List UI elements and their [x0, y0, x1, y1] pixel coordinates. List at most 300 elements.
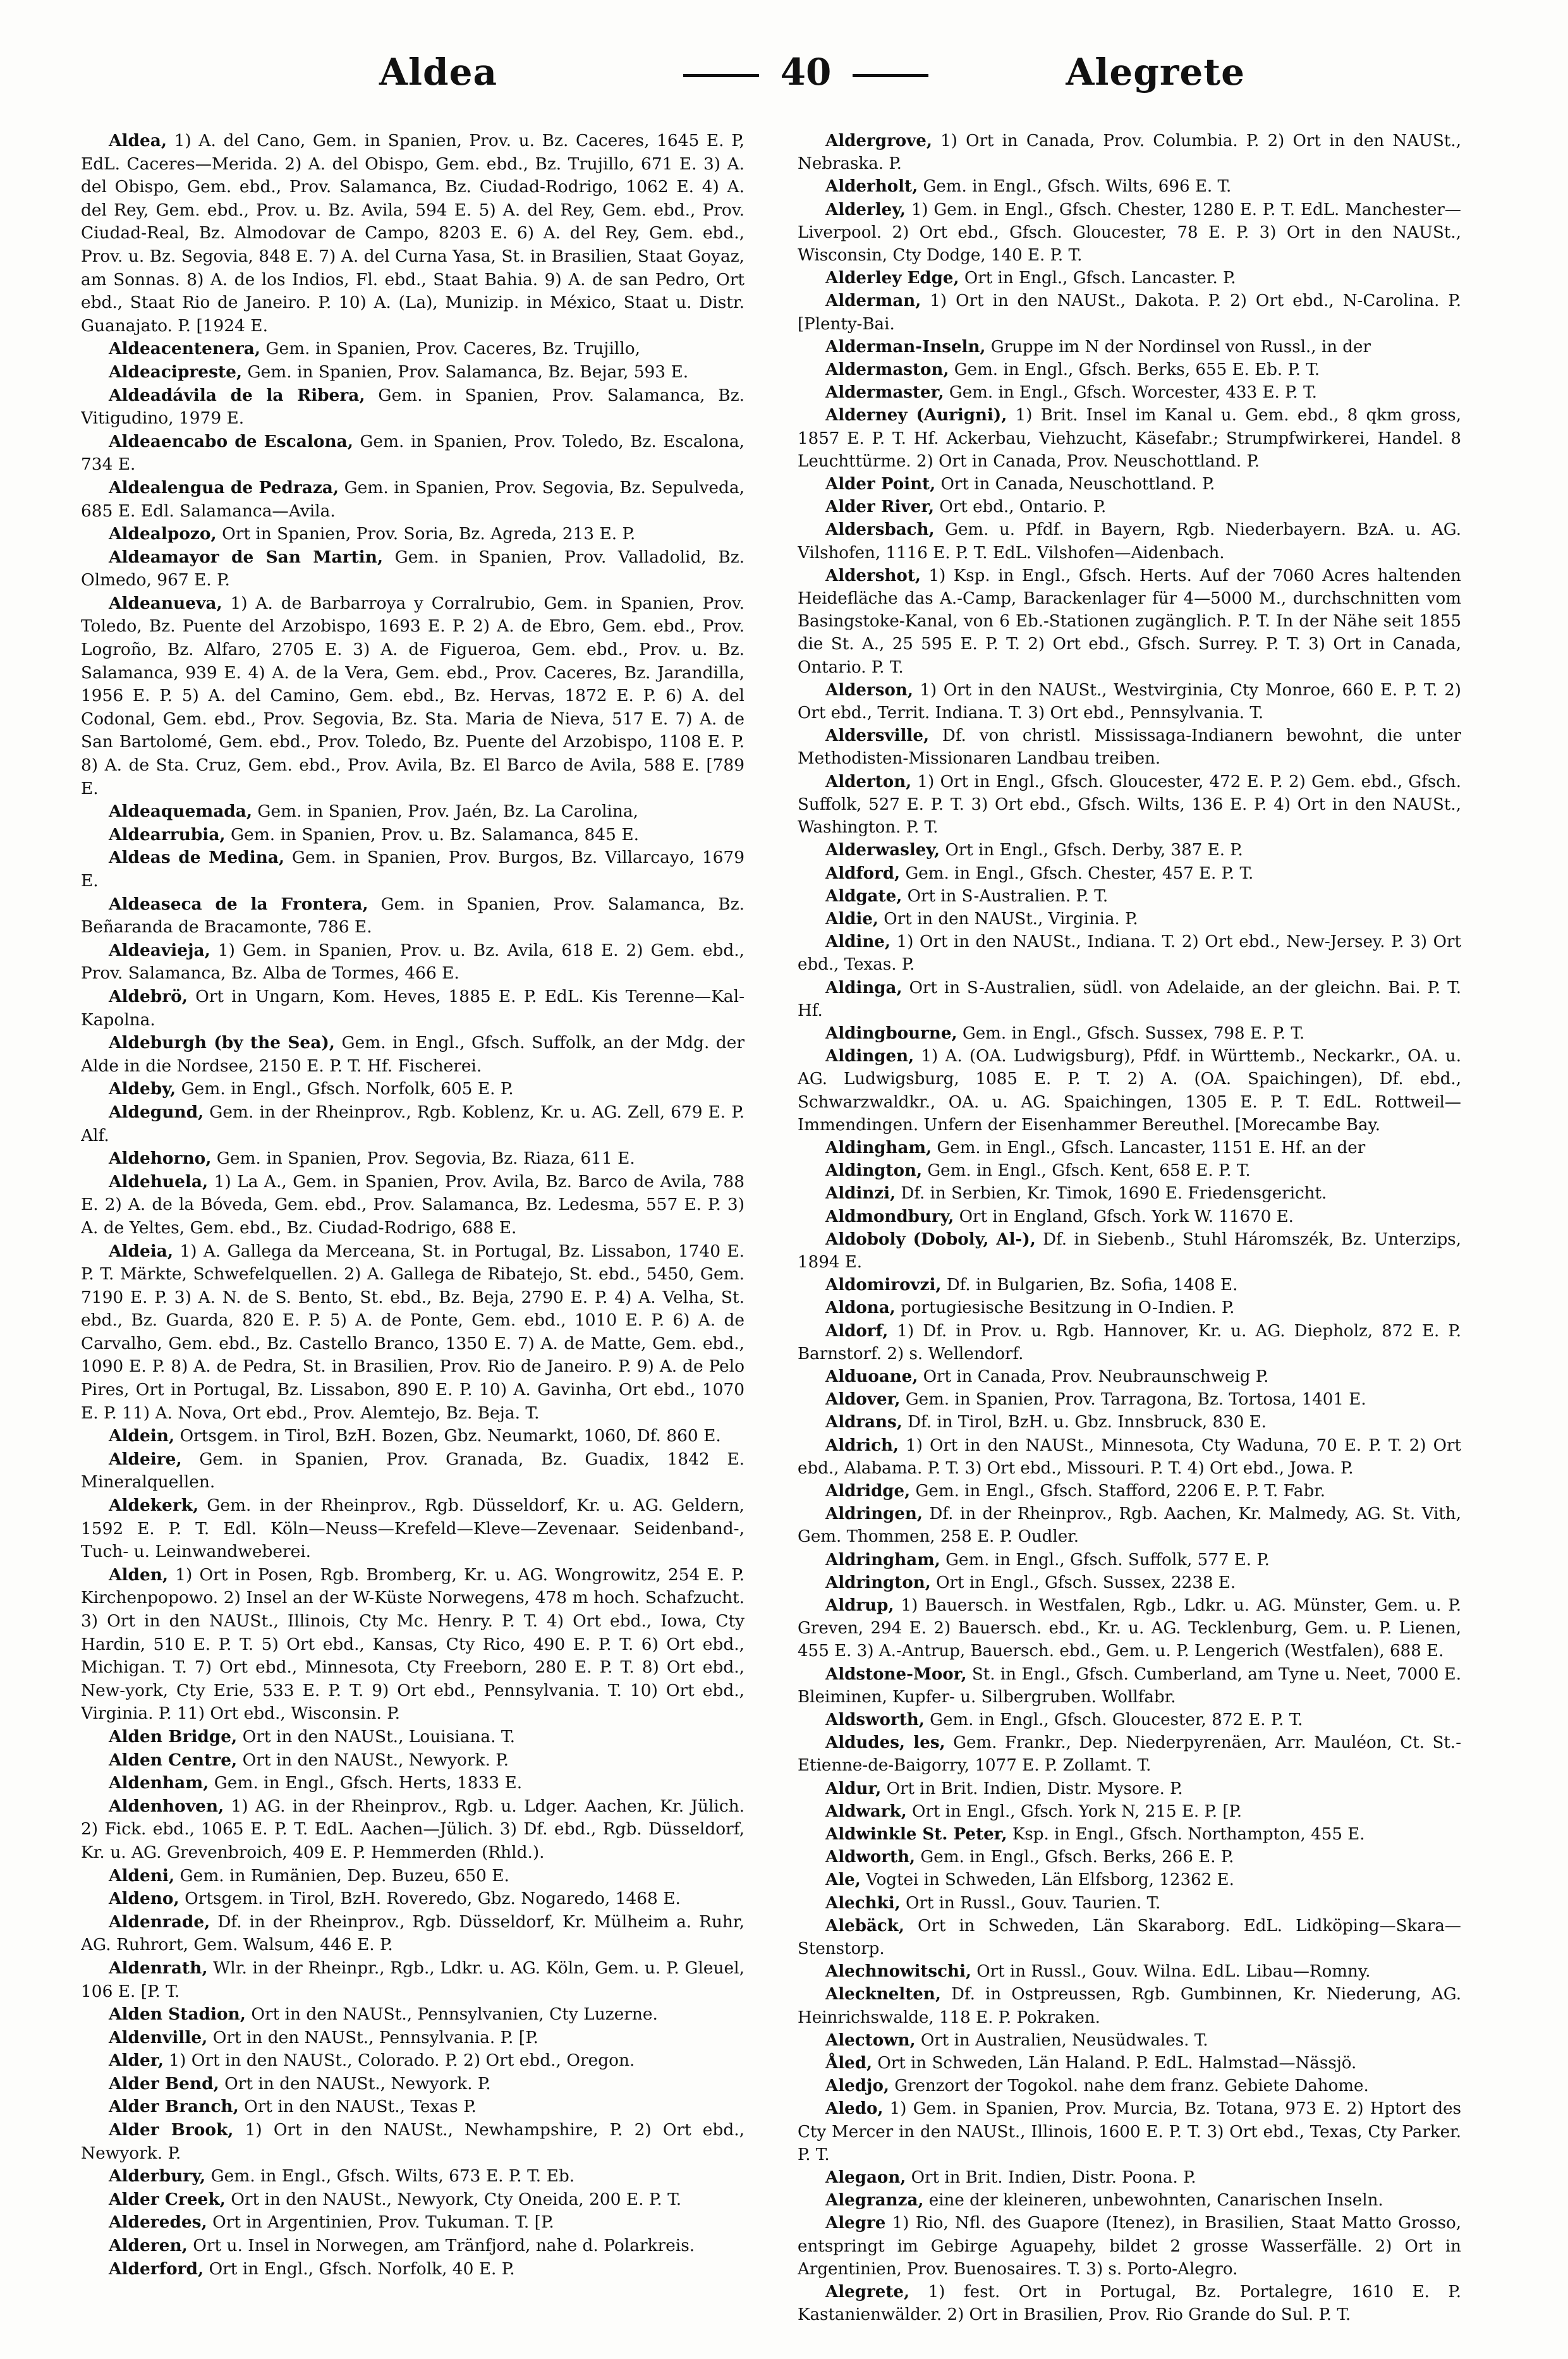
- entry-text: 1) Ort in Engl., Gfsch. Gloucester, 472 E. P. 2) Gem. ebd., Gfsch. Suffolk, 527 E. P. T. 3) Ort ebd., Gfsch. Wilts, 136 E. P. 4) Ort in den NAUSt., Washington. P. T.: [798, 772, 1461, 838]
- entry-headword: Alegrete,: [825, 2282, 910, 2302]
- dictionary-entry: [81, 1240, 744, 1425]
- entry-headword: Aldeaencabo de Escalona,: [109, 431, 353, 451]
- dictionary-entry: [798, 1228, 1461, 1274]
- dictionary-entry: [798, 977, 1461, 1022]
- entry-text: Df. in der Rheinprov., Rgb. Aachen, Kr. Malmedy, AG. St. Vith, Gem. Thommen, 258 E. P. Oudler.: [798, 1504, 1461, 1547]
- entry-headword: Aldersbach,: [825, 520, 935, 540]
- dictionary-entry: [81, 592, 744, 800]
- dictionary-entry: [798, 1045, 1461, 1137]
- entry-headword: Aldeanueva,: [109, 593, 222, 613]
- entry-text: 1) Ort in den NAUSt., Colorado. P. 2) Ort ebd., Oregon.: [163, 2051, 635, 2071]
- entry-headword: Alderton,: [825, 771, 912, 791]
- entry-text: Gem. in Engl., Gfsch. Worcester, 433 E. P. T.: [944, 383, 1317, 403]
- entry-headword: Alechki,: [825, 1893, 901, 1913]
- dictionary-entry: [798, 1983, 1461, 2028]
- entry-text: Gem. in Engl., Gfsch. Wilts, 696 E. T.: [918, 177, 1232, 197]
- entry-text: Df. von christl. Mississaga-Indianern bewohnt, die unter Methodisten-Missionaren Landbau treiben.: [798, 726, 1461, 769]
- entry-headword: Aledo,: [825, 2099, 884, 2119]
- entry-headword: Aldermaston,: [825, 360, 949, 380]
- dictionary-entry: [81, 2188, 744, 2212]
- entry-text: Ort in den NAUSt., Texas P.: [238, 2097, 477, 2117]
- entry-text: Gem. in der Rheinprov., Rgb. Düsseldorf, Kr. u. AG. Geldern, 1592 E. P. T. Edl. Köln—Neuss—Krefeld—Kleve—Zevenaar. Seidenband-, Tuch- u. Leinwandweberei.: [81, 1496, 744, 1562]
- entry-text: Gem. in Engl., Gfsch. Stafford, 2206 E. P. T. Fabr.: [910, 1481, 1326, 1501]
- dictionary-entry: [798, 1320, 1461, 1365]
- dictionary-entry: [798, 839, 1461, 862]
- entry-text: Gem. in Spanien, Prov. Segovia, Bz. Riaza, 611 E.: [211, 1149, 635, 1169]
- entry-text: Ort in S-Australien. P. T.: [902, 886, 1109, 906]
- entry-headword: Aldershot,: [825, 565, 921, 585]
- entry-headword: Aldingen,: [825, 1046, 915, 1066]
- page-number: 40: [780, 51, 832, 94]
- entry-text: 1) Ort in den NAUSt., Dakota. P. 2) Ort ebd., N-Carolina. P. [Plenty-Bai.: [798, 291, 1461, 334]
- dictionary-entry: [81, 338, 744, 361]
- entry-text: Gem. in Engl., Gfsch. Herts, 1833 E.: [209, 1773, 523, 1793]
- entry-headword: Aldeby,: [109, 1079, 176, 1099]
- dictionary-entry: [798, 2189, 1461, 2212]
- dictionary-entry: [81, 1147, 744, 1171]
- dictionary-entry: [81, 384, 744, 430]
- entry-text: Gem. in Engl., Gfsch. Kent, 658 E. P. T.: [922, 1161, 1251, 1181]
- entry-text: Gem. in Engl., Gfsch. Sussex, 798 E. P. T.: [957, 1023, 1305, 1043]
- entry-headword: Alderman-Inseln,: [825, 336, 986, 357]
- dictionary-entry: [798, 885, 1461, 908]
- entry-text: Ort in Spanien, Prov. Soria, Bz. Agreda, 213 E. P.: [216, 524, 636, 544]
- entry-headword: Aldenrath,: [109, 1958, 208, 1978]
- entry-headword: Aldington,: [825, 1161, 923, 1181]
- entry-text: Gem. in Rumänien, Dep. Buzeu, 650 E.: [174, 1865, 509, 1886]
- entry-text: Ort in Ungarn, Kom. Heves, 1885 E. P. EdL. Kis Terenne—Kal-Kapolna.: [81, 986, 744, 1030]
- dictionary-entry: [798, 930, 1461, 976]
- entry-headword: Alden Centre,: [109, 1750, 238, 1770]
- entry-text: Ort in den NAUSt., Newyork. P.: [237, 1750, 509, 1770]
- entry-headword: Alderford,: [109, 2258, 204, 2279]
- dictionary-entry: [81, 893, 744, 939]
- entry-headword: Aldenville,: [109, 2027, 208, 2047]
- page-header: [101, 38, 1473, 107]
- entry-headword: Aldinzi,: [825, 1183, 896, 1204]
- entry-headword: Alecknelten,: [825, 1984, 941, 2004]
- entry-text: Df. in Serbien, Kr. Timok, 1690 E. Friedensgericht.: [896, 1184, 1327, 1204]
- entry-text: Gem. in Engl., Gfsch. Berks, 266 E. P.: [915, 1848, 1234, 1867]
- entry-text: Ort in Schweden, Län Skaraborg. EdL. Lidköping—Skara—Stenstorp.: [798, 1916, 1461, 1959]
- dictionary-entry: [81, 824, 744, 847]
- entry-text: Ort u. Insel in Norwegen, am Tränfjord, nahe d. Polarkreis.: [187, 2236, 695, 2256]
- dictionary-entry: [81, 800, 744, 824]
- entry-text: 1) Gem. in Engl., Gfsch. Chester, 1280 E. P. T. EdL. Manchester—Liverpool. 2) Ort ebd., Gfsch. Gloucester, 78 E. P. 3) Ort in den NAUSt., Wisconsin, Cty Dodge, 140 E. P. T.: [798, 200, 1461, 265]
- entry-text: 1) Ksp. in Engl., Gfsch. Herts. Auf der 7060 Acres haltenden Heidefläche das A.-Camp, Barackenlager für 4—5000 M., durchschnitten vom Basingstoke-Kanal, von 6 Eb.-Stationen zugänglich. P. T. In der Nähe seit 1855 die St. A., 25 595 E. P. T. 2) Ort ebd., Gfsch. Surrey. P. T. 3) Ort in Canada, Ontario. P. T.: [798, 566, 1461, 677]
- entry-text: Wlr. in der Rheinpr., Rgb., Ldkr. u. AG. Köln, Gem. u. P. Gleuel, 106 E. [P. T.: [81, 1958, 744, 2001]
- entry-headword: Alder River,: [825, 497, 935, 517]
- entry-text: Ort in Engl., Gfsch. Lancaster. P.: [959, 269, 1236, 288]
- dictionary-entry: [798, 381, 1461, 404]
- dictionary-entry: [81, 2165, 744, 2188]
- entry-text: Gem. in Spanien, Prov. Toledo, Bz. Escalona, 734 E.: [81, 431, 744, 475]
- dictionary-entry: [81, 1171, 744, 1240]
- dictionary-entry: [798, 862, 1461, 885]
- entry-headword: Aldringham,: [825, 1549, 940, 1570]
- dictionary-entry: [798, 2166, 1461, 2189]
- header-dash-left: [683, 74, 759, 77]
- entry-headword: Aldorf,: [825, 1320, 889, 1341]
- entry-text: 1) Df. in Prov. u. Rgb. Hannover, Kr. u. AG. Diepholz, 872 E. P. Barnstorf. 2) s. Wellendorf.: [798, 1321, 1461, 1363]
- dictionary-entry: [81, 1726, 744, 1749]
- entry-text: Ort in den NAUSt., Pennsylvania. P. [P.: [207, 2027, 538, 2047]
- entry-text: Gem. in Spanien, Prov. Jaén, Bz. La Carolina,: [252, 802, 638, 822]
- entry-text: 1) La A., Gem. in Spanien, Prov. Avila, Bz. Barco de Avila, 788 E. 2) A. de la Bóveda, Gem. ebd., Prov. Salamanca, Bz. Ledesma, 557 E. P. 3) A. de Yeltes, Gem. ebd., Bz. Ciudad-Rodrigo, 688 E.: [81, 1171, 744, 1238]
- entry-text: Grenzort der Togokol. nahe dem franz. Gebiete Dahome.: [889, 2076, 1369, 2096]
- entry-headword: Aldeni,: [109, 1865, 175, 1886]
- dictionary-entry: [798, 1594, 1461, 1663]
- entry-text: Df. in der Rheinprov., Rgb. Düsseldorf, Kr. Mülheim a. Ruhr, AG. Ruhrort, Gem. Walsum, 446 E. P.: [81, 1911, 744, 1955]
- entry-headword: Alder Point,: [825, 474, 936, 494]
- entry-text: eine der kleineren, unbewohnten, Canarischen Inseln.: [923, 2191, 1383, 2210]
- entry-headword: Aldenham,: [109, 1773, 209, 1793]
- entry-headword: Alderson,: [825, 680, 913, 700]
- dictionary-entry: [798, 1205, 1461, 1228]
- entry-text: Ort in Engl., Gfsch. Norfolk, 40 E. P.: [204, 2258, 515, 2279]
- dictionary-entry: [798, 290, 1461, 335]
- entry-headword: Aldermaster,: [825, 382, 944, 403]
- entry-headword: Alderney (Aurigni),: [825, 405, 1007, 425]
- entry-headword: Aldeia,: [109, 1241, 174, 1261]
- dictionary-entry: [798, 1731, 1461, 1777]
- entry-text: Vogtei in Schweden, Län Elfsborg, 12362 E.: [860, 1870, 1234, 1890]
- entry-text: Df. in Bulgarien, Bz. Sofia, 1408 E.: [941, 1276, 1238, 1295]
- entry-text: Ort in Brit. Indien, Distr. Poona. P.: [906, 2168, 1196, 2188]
- entry-text: Gruppe im N der Nordinsel von Russl., in der: [985, 337, 1371, 357]
- entry-headword: Aldenhoven,: [109, 1796, 224, 1816]
- dictionary-entry: [81, 477, 744, 523]
- entry-headword: Aldeas de Medina,: [109, 848, 285, 868]
- page-number-block: [657, 51, 954, 94]
- entry-headword: Aldergrove,: [825, 131, 932, 150]
- entry-text: Ort in Australien, Neusüdwales. T.: [915, 2030, 1208, 2050]
- dictionary-entry: [798, 1663, 1461, 1709]
- entry-text: Ortsgem. in Tirol, BzH. Roveredo, Gbz. Nogaredo, 1468 E.: [179, 1889, 681, 1909]
- entry-text: 1) Rio, Nfl. des Guapore (Itenez), in Brasilien, Staat Matto Grosso, entspringt im Gebirge Aguapehy, bildet 2 grosse Wasserfälle. 2) Ort in Argentinien, Prov. Buenosaires. T. 3) s. Porto-Alegro.: [798, 2214, 1461, 2279]
- entry-headword: Alden Bridge,: [109, 1726, 238, 1746]
- entry-text: Gem. in der Rheinprov., Rgb. Koblenz, Kr. u. AG. Zell, 679 E. P. Alf.: [81, 1102, 744, 1145]
- entry-text: Gem. in Spanien, Prov. Salamanca, Bz. Beñaranda de Bracamonte, 786 E.: [81, 894, 744, 937]
- entry-headword: Åled,: [825, 2053, 873, 2073]
- entry-headword: Alderedes,: [109, 2212, 207, 2233]
- dictionary-entry: [798, 2029, 1461, 2052]
- dictionary-entry: [81, 2095, 744, 2119]
- entry-headword: Aldersville,: [825, 726, 930, 746]
- entry-text: Ort in den NAUSt., Newyork. P.: [219, 2073, 491, 2094]
- entry-headword: Aldealengua de Pedraza,: [109, 477, 339, 497]
- dictionary-entry: [798, 1915, 1461, 1960]
- dictionary-entry: [81, 1911, 744, 1957]
- entry-text: Gem. in Engl., Gfsch. Chester, 457 E. P. T.: [900, 863, 1254, 883]
- entry-text: Ort in Argentinien, Prov. Tukuman. T. [P.: [207, 2212, 554, 2233]
- entry-headword: Alderwasley,: [825, 840, 940, 860]
- dictionary-entry: [798, 267, 1461, 290]
- entry-text: Gem. in Spanien, Prov. u. Bz. Salamanca, 845 E.: [225, 824, 639, 844]
- entry-text: Ort in den NAUSt., Newyork, Cty Oneida, 200 E. P. T.: [225, 2189, 682, 2209]
- entry-text: 1) Ort in Canada, Prov. Columbia. P. 2) Ort in den NAUSt., Nebraska. P.: [798, 131, 1461, 174]
- entry-text: 1) A. Gallega da Merceana, St. in Portugal, Bz. Lissabon, 1740 E. P. T. Märkte, Schwefelquellen. 2) A. Gallega de Ribatejo, St. ebd., 5450, Gem. 7190 E. P. 3) A. N. de S. Bento, St. ebd., Bz. Beja, 2790 E. P. 4) A. Velha, St. ebd., Bz. Guarda, 820 E. P. 5) A. de Ponte, Gem. ebd., 1010 E. P. 6) A. de Carvalho, Gem. ebd., Bz. Castello Branco, 1350 E. 7) A. de Matte, Gem. ebd., 1090 E. P. 8) A. de Pedra, St. in Brasilien, Prov. Rio de Janeiro. P. 9) A. de Pelo Pires, Ort in Portugal, Bz. Lissabon, 890 E. P. 10) A. Gavinha, Ort ebd., 1070 E. P. 11) A. Nova, Ort ebd., Prov. Alemtejo, Bz. Beja. T.: [81, 1241, 744, 1423]
- dictionary-entry: [81, 939, 744, 985]
- dictionary-entry: [798, 1434, 1461, 1480]
- dictionary-entry: [798, 1800, 1461, 1823]
- entry-text: Ort in S-Australien, südl. von Adelaide, an der gleichn. Bai. P. T. Hf.: [798, 978, 1461, 1020]
- dictionary-entry: [798, 1709, 1461, 1731]
- dictionary-entry: [81, 1795, 744, 1865]
- dictionary-entry: [798, 1274, 1461, 1296]
- entry-headword: Alder Creek,: [109, 2189, 226, 2209]
- dictionary-entry: [81, 2234, 744, 2258]
- entry-headword: Aldringen,: [825, 1504, 923, 1524]
- dictionary-entry: [81, 1032, 744, 1078]
- entry-text: Gem. in Spanien, Prov. Caceres, Bz. Trujillo,: [260, 339, 641, 359]
- dictionary-entry: [81, 1749, 744, 1772]
- dictionary-entry: [798, 1137, 1461, 1159]
- entry-headword: Alder Branch,: [109, 2097, 239, 2117]
- entry-text: Ort in England, Gfsch. York W. 11670 E.: [954, 1207, 1294, 1226]
- entry-text: 1) A. (OA. Ludwigsburg), Pfdf. in Württemb., Neckarkr., OA. u. AG. Ludwigsburg, 1085 E. P. T. 2) A. (OA. Spaichingen), Df. ebd., Schwarzwaldkr., OA. u. AG. Spaichingen, 1305 E. P. T. EdL. Rottweil—Immendingen. Unfern der Eisenhammer Bereuthel. [Morecambe Bay.: [798, 1047, 1461, 1135]
- dictionary-entry: [81, 2027, 744, 2050]
- entry-headword: Alduoane,: [825, 1366, 918, 1386]
- dictionary-entry: [81, 1865, 744, 1888]
- dictionary-entry: [81, 1772, 744, 1795]
- entry-headword: Alderbury,: [109, 2166, 206, 2186]
- entry-text: Gem. in Spanien, Prov. Burgos, Bz. Villarcayo, 1679 E.: [81, 848, 744, 891]
- entry-text: Ort in den NAUSt., Pennsylvanien, Cty Luzerne.: [245, 2004, 658, 2025]
- entry-headword: Aldearrubia,: [109, 824, 226, 844]
- entry-headword: Alden,: [109, 1564, 169, 1585]
- dictionary-entry: [81, 523, 744, 546]
- entry-headword: Aldeaquemada,: [109, 802, 253, 822]
- right-column: [798, 130, 1461, 2329]
- dictionary-entry: [798, 1503, 1461, 1548]
- entry-text: Gem. in Engl., Gfsch. Lancaster, 1151 E. Hf. an der: [932, 1138, 1366, 1157]
- entry-text: Gem. in Spanien, Prov. Valladolid, Bz. Olmedo, 967 E. P.: [81, 547, 744, 590]
- entry-headword: Aldebrö,: [109, 986, 188, 1006]
- entry-headword: Alderman,: [825, 291, 921, 311]
- dictionary-entry: [798, 496, 1461, 518]
- entry-text: 1) Gem. in Spanien, Prov. u. Bz. Avila, 618 E. 2) Gem. ebd., Prov. Salamanca, Bz. Alba de Tormes, 466 E.: [81, 940, 744, 984]
- dictionary-entry: [81, 546, 744, 592]
- header-first-keyword: Aldea: [379, 51, 498, 94]
- dictionary-entry: [798, 1296, 1461, 1319]
- entry-text: Ort in Schweden, Län Haland. P. EdL. Halmstad—Nässjö.: [872, 2054, 1357, 2073]
- entry-text: Gem. in Spanien, Prov. Salamanca, Bz. Bejar, 593 E.: [242, 362, 689, 382]
- dictionary-entry: [798, 564, 1461, 679]
- entry-text: 1) A. de Barbarroya y Corralrubio, Gem. in Spanien, Prov. Toledo, Bz. Puente del Arzobispo, 1693 E. P. 2) A. de Ebro, Gem. ebd., Prov. Logroño, Bz. Alfaro, 2705 E. 3) A. de Figueroa, Gem. ebd., Prov. u. Bz. Salamanca, 939 E. 4) A. de la Vera, Gem. ebd., Prov. Caceres, Bz. Jarandilla, 1956 E. P. 5) A. del Camino, Gem. ebd., Bz. Hervas, 1872 E. P. 6) A. del Codonal, Gem. ebd., Prov. Segovia, Bz. Sta. Maria de Nieva, 517 E. 7) A. de San Bartolomé, Gem. ebd., Prov. Toledo, Bz. Puente del Arzobispo, 1108 E. P. 8) A. de Sta. Cruz, Gem. ebd., Prov. Avila, Bz. El Barco de Avila, 588 E. [789 E.: [81, 593, 744, 798]
- entry-text: 1) Ort in den NAUSt., Westvirginia, Cty Monroe, 660 E. P. T. 2) Ort ebd., Territ. Indiana. T. 3) Ort ebd., Pennsylvania. T.: [798, 680, 1461, 723]
- entry-text: Gem. in Spanien, Prov. Tarragona, Bz. Tortosa, 1401 E.: [900, 1390, 1366, 1410]
- dictionary-entry: [81, 846, 744, 893]
- entry-text: St. in Engl., Gfsch. Cumberland, am Tyne u. Neet, 7000 E. Bleiminen, Kupfer- u. Silbergruben. Wollfabr.: [798, 1664, 1461, 1707]
- dictionary-entry: [81, 2211, 744, 2234]
- entry-headword: Aldwark,: [825, 1801, 907, 1821]
- dictionary-entry: [798, 1777, 1461, 1800]
- dictionary-entry: [798, 1388, 1461, 1411]
- entry-text: Ort in Canada, Prov. Neubraunschweig P.: [918, 1367, 1269, 1386]
- dictionary-entry: [798, 2097, 1461, 2166]
- dictionary-entry: [798, 771, 1461, 839]
- entry-text: Ort ebd., Ontario. P.: [934, 497, 1107, 517]
- dictionary-entry: [798, 1846, 1461, 1868]
- entry-headword: Aldenrade,: [109, 1911, 210, 1932]
- entry-headword: Aldeavieja,: [109, 940, 210, 960]
- entry-headword: Aldeburgh (by the Sea),: [109, 1033, 335, 1053]
- entry-headword: Aldea,: [109, 131, 167, 150]
- entry-headword: Aldwinkle St. Peter,: [825, 1824, 1007, 1844]
- entry-text: 1) fest. Ort in Portugal, Bz. Portalegre, 1610 E. P. Kastanienwälder. 2) Ort in Brasilien, Prov. Rio Grande do Sul. P. T.: [798, 2283, 1461, 2325]
- entry-text: 1) Bauersch. in Westfalen, Rgb., Ldkr. u. AG. Münster, Gem. u. P. Greven, 294 E. 2) Bauersch. ebd., Kr. u. AG. Tecklenburg, Gem. u. P. Lienen, 455 E. 3) A.-Antrup, Bauersch. ebd., Gem. u. P. Lengerich (Westfalen), 688 E.: [798, 1596, 1461, 1661]
- entry-text: portugiesische Besitzung in O-Indien. P.: [895, 1298, 1235, 1318]
- entry-headword: Alder Brook,: [109, 2120, 234, 2140]
- entry-headword: Aldford,: [825, 863, 901, 883]
- entry-text: Ort in Engl., Gfsch. York N, 215 E. P. [P.: [906, 1801, 1243, 1821]
- dictionary-entry: [798, 2052, 1461, 2075]
- entry-headword: Aldealpozo,: [109, 524, 217, 544]
- entry-text: Gem. in Engl., Gfsch. Norfolk, 605 E. P.: [176, 1079, 514, 1099]
- entry-headword: Alderen,: [109, 2236, 188, 2256]
- entry-headword: Alegaon,: [825, 2167, 906, 2188]
- entry-text: 1) Ort in den NAUSt., Minnesota, Cty Waduna, 70 E. P. T. 2) Ort ebd., Alabama. P. T. 3) Ort ebd., Missouri. P. T. 4) Ort ebd., Jowa. P.: [798, 1436, 1461, 1478]
- left-column: [81, 130, 744, 2329]
- entry-text: 1) A. del Cano, Gem. in Spanien, Prov. u. Bz. Caceres, 1645 E. P, EdL. Caceres—Merida. 2) A. del Obispo, Gem. ebd., Bz. Trujillo, 671 E. 3) A. del Obispo, Gem. ebd., Prov. Salamanca, Bz. Ciudad-Rodrigo, 1062 E. 4) A. del Rey, Gem. ebd., Prov. u. Bz. Avila, 594 E. 5) A. del Rey, Gem. ebd., Prov. Ciudad-Real, Bz. Almodovar de Campo, 8203 E. 6) A. del Rey, Gem. ebd., Prov. u. Bz. Segovia, 848 E. 7) A. del Curna Yasa, St. in Brasilien, Staat Goyaz, am Sonnas. 8) A. de los Indios, Fl. ebd., Staat Bahia. 9) A. de san Pedro, Ort ebd., Staat Rio de Janeiro. P. 10) A. (La), Munizip. in México, Staat u. Distr. Guanajato. P. [1924 E.: [81, 131, 744, 336]
- entry-headword: Aldudes, les,: [825, 1733, 945, 1753]
- dictionary-entry: [81, 2049, 744, 2073]
- entry-headword: Ale,: [825, 1870, 861, 1890]
- entry-headword: Alder,: [109, 2051, 164, 2071]
- entry-headword: Aldridge,: [825, 1480, 911, 1501]
- entry-text: Gem. in Engl., Gfsch. Wilts, 673 E. P. T. Eb.: [205, 2166, 575, 2186]
- dictionary-entry: [81, 1078, 744, 1101]
- dictionary-entry: [798, 175, 1461, 198]
- entry-text: Gem. in Engl., Gfsch. Suffolk, 577 E. P.: [940, 1550, 1270, 1570]
- entry-text: 1) Ort in den NAUSt., Newhampshire, P. 2) Ort ebd., Newyork. P.: [81, 2120, 744, 2163]
- dictionary-entry: [798, 2212, 1461, 2281]
- dictionary-entry: [798, 198, 1461, 267]
- dictionary-entry: [798, 404, 1461, 473]
- entry-headword: Aldoboly (Doboly, Al-),: [825, 1229, 1036, 1249]
- entry-text: Ort in Canada, Neuschottland. P.: [935, 475, 1215, 494]
- entry-text: Gem. u. Pfdf. in Bayern, Rgb. Niederbayern. BzA. u. AG. Vilshofen, 1116 E. P. T. EdL. Vilshofen—Aidenbach.: [798, 520, 1461, 563]
- dictionary-entry: [798, 130, 1461, 175]
- dictionary-entry: [798, 1571, 1461, 1594]
- dictionary-entry: [798, 1960, 1461, 1983]
- entry-text: Ort in Russl., Gouv. Taurien. T.: [900, 1893, 1161, 1913]
- entry-headword: Alden Stadion,: [109, 2004, 246, 2025]
- dictionary-entry: [81, 2119, 744, 2165]
- entry-headword: Aldingham,: [825, 1137, 932, 1157]
- entry-headword: Aledjo,: [825, 2076, 889, 2096]
- dictionary-entry: [81, 2003, 744, 2027]
- entry-text: Gem. in Spanien, Prov. Segovia, Bz. Sepulveda, 685 E. Edl. Salamanca—Avila.: [81, 477, 744, 521]
- dictionary-entry: [81, 1887, 744, 1911]
- dictionary-entry: [798, 724, 1461, 770]
- entry-headword: Aldrans,: [825, 1412, 903, 1432]
- entry-headword: Aldehuela,: [109, 1171, 209, 1192]
- entry-headword: Aldekerk,: [109, 1496, 199, 1516]
- entry-headword: Alderley,: [825, 199, 906, 219]
- dictionary-entry: [798, 1182, 1461, 1205]
- entry-text: Ksp. in Engl., Gfsch. Northampton, 455 E.: [1007, 1825, 1365, 1844]
- entry-text: 1) Ort in Posen, Rgb. Bromberg, Kr. u. AG. Wongrowitz, 254 E. P. Kirchenpopowo. 2) Insel an der W-Küste Norwegens, 478 m hoch. Schafzucht. 3) Ort in den NAUSt., Illinois, Cty Mc. Henry. P. T. 4) Ort ebd., Iowa, Cty Hardin, 510 E. P. T. 5) Ort ebd., Kansas, Cty Rico, 490 E. P. T. 6) Ort ebd., Michigan. T. 7) Ort ebd., Minnesota, Cty Freeborn, 280 E. P. T. 8) Ort ebd., New-york, Cty Erie, 533 E. P. T. 9) Ort ebd., Pennsylvania. T. 10) Ort ebd., Virginia. P. 11) Ort ebd., Wisconsin. P.: [81, 1564, 744, 1724]
- dictionary-entry: [81, 2073, 744, 2096]
- entry-text: 1) Brit. Insel im Kanal u. Gem. ebd., 8 qkm gross, 1857 E. P. T. Hf. Ackerbau, Viehzucht, Käsefabr.; Strumpfwirkerei, Handel. 8 Leuchttürme. 2) Ort in Canada, Prov. Neuschottland. P.: [798, 406, 1461, 471]
- entry-headword: Aldeacipreste,: [109, 362, 243, 382]
- dictionary-entry: [798, 473, 1461, 496]
- dictionary-entry: [798, 1159, 1461, 1182]
- dictionary-entry: [798, 1365, 1461, 1388]
- entry-headword: Aldworth,: [825, 1847, 916, 1867]
- dictionary-entry: [798, 1892, 1461, 1915]
- header-last-keyword: Alegrete: [1066, 51, 1245, 94]
- entry-headword: Aldein,: [109, 1426, 175, 1446]
- entry-headword: Aldrington,: [825, 1572, 931, 1592]
- entry-headword: Aldgate,: [825, 886, 903, 906]
- entry-text: Df. in Ostpreussen, Rgb. Gumbinnen, Kr. Niederung, AG. Heinrichswalde, 118 E. P. Pokraken.: [798, 1985, 1461, 2027]
- dictionary-entry: [798, 1480, 1461, 1503]
- dictionary-entry: [798, 2075, 1461, 2097]
- entry-headword: Aldeire,: [109, 1449, 182, 1469]
- entry-headword: Alderley Edge,: [825, 268, 959, 288]
- entry-text: Ort in Brit. Indien, Distr. Mysore. P.: [881, 1779, 1183, 1798]
- entry-headword: Alechnowitschi,: [825, 1961, 971, 1982]
- entry-text: Ort in den NAUSt., Virginia. P.: [878, 909, 1138, 929]
- header-dash-right: [853, 74, 928, 77]
- entry-text: Gem. in Engl., Gfsch. Suffolk, an der Mdg. der Alde in die Nordsee, 2150 E. P. T. Hf. Fischerei.: [81, 1033, 744, 1076]
- dictionary-entry: [798, 1411, 1461, 1434]
- entry-headword: Aldeno,: [109, 1889, 179, 1909]
- dictionary-entry: [798, 518, 1461, 564]
- entry-headword: Aldeaseca de la Frontera,: [109, 894, 368, 914]
- entry-headword: Alderholt,: [825, 176, 918, 197]
- entry-headword: Aldover,: [825, 1389, 901, 1410]
- dictionary-entry: [81, 130, 744, 338]
- entry-text: Ort in den NAUSt., Louisiana. T.: [237, 1726, 516, 1746]
- entry-headword: Alegranza,: [825, 2190, 924, 2210]
- entry-headword: Aldingbourne,: [825, 1023, 957, 1043]
- dictionary-entry: [798, 679, 1461, 724]
- entry-text: Gem. in Spanien, Prov. Granada, Bz. Guadix, 1842 E. Mineralquellen.: [81, 1449, 744, 1492]
- entry-text: Gem. in Spanien, Prov. Salamanca, Bz. Vitigudino, 1979 E.: [81, 385, 744, 429]
- dictionary-entry: [81, 985, 744, 1032]
- entry-headword: Aldomirovzi,: [825, 1275, 942, 1295]
- dictionary-entry: [81, 2258, 744, 2281]
- column-gutter: [771, 130, 772, 2323]
- entry-headword: Aldie,: [825, 908, 879, 929]
- entry-headword: Alectown,: [825, 2030, 916, 2050]
- dictionary-entry: [798, 358, 1461, 381]
- entry-headword: Alder Bend,: [109, 2073, 219, 2094]
- dictionary-entry: [798, 2281, 1461, 2326]
- dictionary-entry: [798, 1549, 1461, 1571]
- dictionary-entry: [798, 336, 1461, 358]
- dictionary-entry: [81, 1425, 744, 1448]
- dictionary-entry: [798, 908, 1461, 930]
- entry-text: Ort in Engl., Gfsch. Sussex, 2238 E.: [930, 1573, 1236, 1592]
- entry-headword: Aldrich,: [825, 1435, 899, 1455]
- entry-headword: Aldstone-Moor,: [825, 1664, 967, 1684]
- dictionary-entry: [81, 1494, 744, 1564]
- entry-headword: Aldeacentenera,: [109, 339, 261, 359]
- entry-headword: Aldine,: [825, 932, 890, 952]
- entry-text: 1) Gem. in Spanien, Prov. Murcia, Bz. Totana, 973 E. 2) Hptort des Cty Mercer in den NAUSt., Illinois, 1600 E. P. T. 3) Ort ebd., Texas, Cty Parker. P. T.: [798, 2099, 1461, 2164]
- dictionary-entry: [798, 1022, 1461, 1045]
- entry-headword: Aldeadávila de la Ribera,: [109, 385, 365, 405]
- dictionary-entry: [81, 1564, 744, 1726]
- entry-text: 1) Ort in den NAUSt., Indiana. T. 2) Ort ebd., New-Jersey. P. 3) Ort ebd., Texas. P.: [798, 932, 1461, 975]
- entry-headword: Aldsworth,: [825, 1710, 925, 1730]
- entry-text: 1) AG. in der Rheinprov., Rgb. u. Ldger. Aachen, Kr. Jülich. 2) Fick. ebd., 1065 E. P. T. EdL. Aachen—Jülich. 3) Df. ebd., Rgb. Düsseldorf, Kr. u. AG. Grevenbroich, 409 E. P. Hemmerden (Rhld.).: [81, 1796, 744, 1862]
